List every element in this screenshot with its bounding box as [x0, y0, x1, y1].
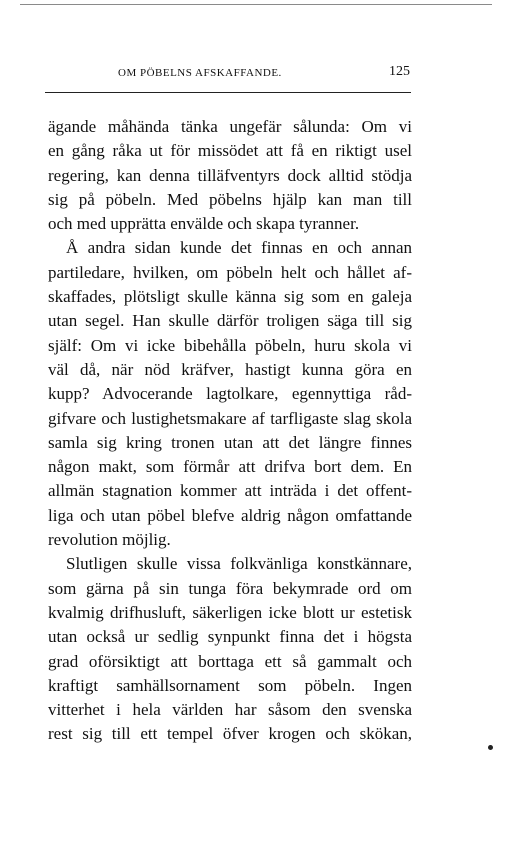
text-line: och med upprätta envälde och skapa tyranner.	[48, 214, 360, 234]
text-line: sig på pöbeln. Med pöbelns hjälp kan man till	[48, 189, 412, 209]
text-line: utan också ur sedlig synpunkt finna det i högsta	[48, 627, 412, 647]
text-line: rest sig till ett tempel öfver krogen och skökan,	[48, 724, 412, 744]
text-line: kupp? Advocerande lagtolkare, egennyttiga råd-	[48, 384, 412, 404]
text-line: någon makt, som förmår att drifva bort dem. En	[48, 457, 412, 477]
text-line: kvalmig drifhusluft, säkerligen icke blott ur estetisk	[48, 602, 412, 622]
text-line: revolution möjlig.	[48, 530, 171, 550]
text-line: utan segel. Han skulle därför troligen säga till sig	[48, 311, 412, 331]
body-text	[48, 115, 412, 747]
text-line: grad oförsiktigt att borttaga ett så gammalt och	[48, 651, 412, 671]
text-line: vitterhet i hela världen har såsom den svenska	[48, 700, 412, 720]
text-line: gifvare och lustighetsmakare af tarfligaste slag skola	[48, 408, 412, 428]
text-line: regering, kan denna tilläfventyrs dock alltid stödja	[48, 165, 412, 185]
top-edge-rule	[20, 4, 492, 5]
text-line: väl då, när nöd kräfver, hastigt kunna göra en	[48, 359, 412, 379]
text-line: själf: Om vi icke bibehålla pöbeln, huru skola vi	[48, 335, 412, 355]
text-line: partiledare, hvilken, om pöbeln helt och hållet af-	[48, 262, 412, 282]
running-head: OM PÖBELNS AFSKAFFANDE.	[118, 67, 282, 79]
text-line: skaffades, plötsligt skulle känna sig som en galeja	[48, 287, 412, 307]
page-number: 125	[389, 64, 410, 79]
text-line: samla sig kring tronen utan att det längre finnes	[48, 432, 412, 452]
text-line: kraftigt samhällsornament som pöbeln. Ingen	[48, 675, 412, 695]
ink-speck	[488, 745, 493, 750]
text-line: som gärna på sin tunga föra bekymrade ord om	[48, 578, 412, 598]
text-line: allmän stagnation kommer att inträda i det offent-	[48, 481, 412, 501]
text-line: en gång råka ut för missödet att få en riktigt usel	[48, 141, 412, 161]
paragraph-first-line: Slutligen skulle vissa folkvänliga konstkännare,	[66, 554, 412, 574]
header-rule	[45, 92, 411, 93]
text-line: liga och utan pöbel blefve aldrig någon omfattande	[48, 505, 412, 525]
text-line: ägande måhända tänka ungefär sålunda: Om vi	[48, 117, 412, 136]
paragraph-first-line: Å andra sidan kunde det finnas en och annan	[66, 238, 412, 258]
